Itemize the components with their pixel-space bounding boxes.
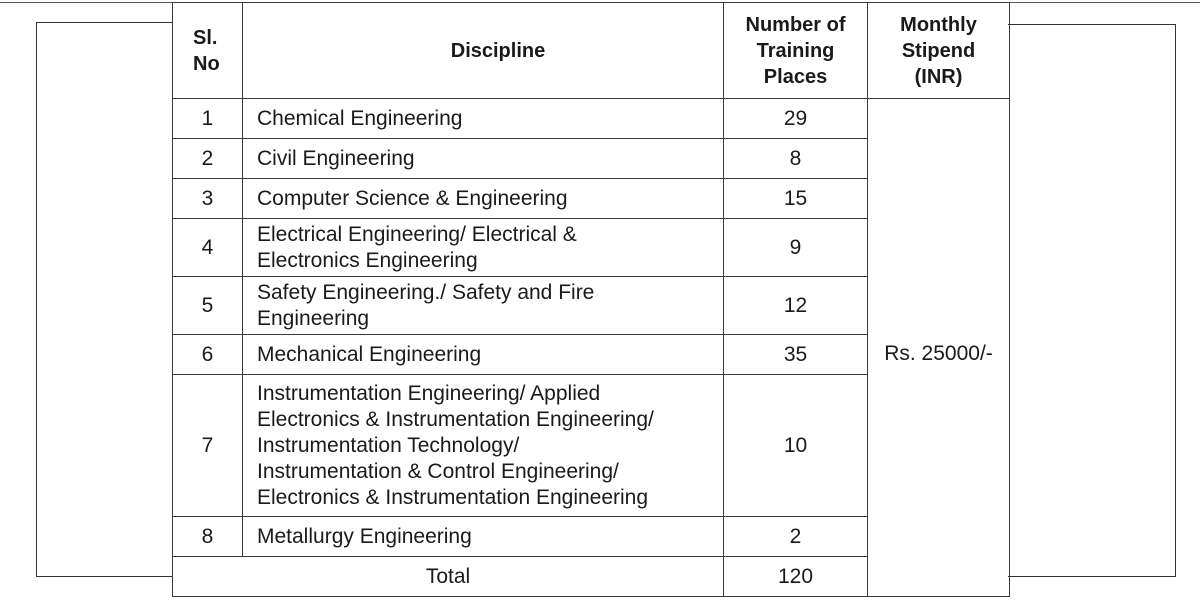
header-monthly-stipend: Monthly Stipend (INR)	[868, 3, 1010, 99]
header-discipline: Discipline	[243, 3, 724, 99]
frame-right-top	[1008, 24, 1176, 25]
row-training-places: 35	[724, 335, 868, 375]
row-sl-no: 2	[173, 139, 243, 179]
row-sl-no: 7	[173, 375, 243, 517]
row-discipline: Chemical Engineering	[243, 99, 724, 139]
training-places-table	[172, 2, 1010, 597]
frame-left-bottom	[36, 576, 172, 577]
total-training-places: 120	[724, 557, 868, 597]
row-discipline: Metallurgy Engineering	[243, 517, 724, 557]
row-training-places: 2	[724, 517, 868, 557]
table-row	[173, 99, 1010, 139]
total-label: Total	[173, 557, 724, 597]
header-sl-no: Sl. No	[173, 3, 243, 99]
row-training-places: 8	[724, 139, 868, 179]
row-training-places: 15	[724, 179, 868, 219]
row-discipline: Safety Engineering./ Safety and Fire Engineering	[243, 277, 724, 335]
row-discipline: Computer Science & Engineering	[243, 179, 724, 219]
row-discipline: Electrical Engineering/ Electrical & Electronics Engineering	[243, 219, 724, 277]
row-discipline: Mechanical Engineering	[243, 335, 724, 375]
frame-left-top	[36, 22, 172, 23]
row-sl-no: 3	[173, 179, 243, 219]
header-training-places: Number of Training Places	[724, 3, 868, 99]
row-training-places: 12	[724, 277, 868, 335]
row-training-places: 9	[724, 219, 868, 277]
row-discipline: Civil Engineering	[243, 139, 724, 179]
frame-right-side	[1175, 24, 1176, 577]
row-sl-no: 8	[173, 517, 243, 557]
row-sl-no: 6	[173, 335, 243, 375]
stipend-value: Rs. 25000/-	[868, 99, 1010, 597]
row-sl-no: 4	[173, 219, 243, 277]
header-row	[173, 3, 1010, 99]
row-sl-no: 5	[173, 277, 243, 335]
row-training-places: 10	[724, 375, 868, 517]
row-training-places: 29	[724, 99, 868, 139]
row-discipline: Instrumentation Engineering/ Applied Electronics & Instrumentation Engineering/ Instrumentation Technology/ Instrumentation & Control Engineering/ Electronics & Instrumentation Engineering	[243, 375, 724, 517]
frame-left-side	[36, 22, 37, 577]
row-sl-no: 1	[173, 99, 243, 139]
frame-right-bottom	[1008, 576, 1176, 577]
